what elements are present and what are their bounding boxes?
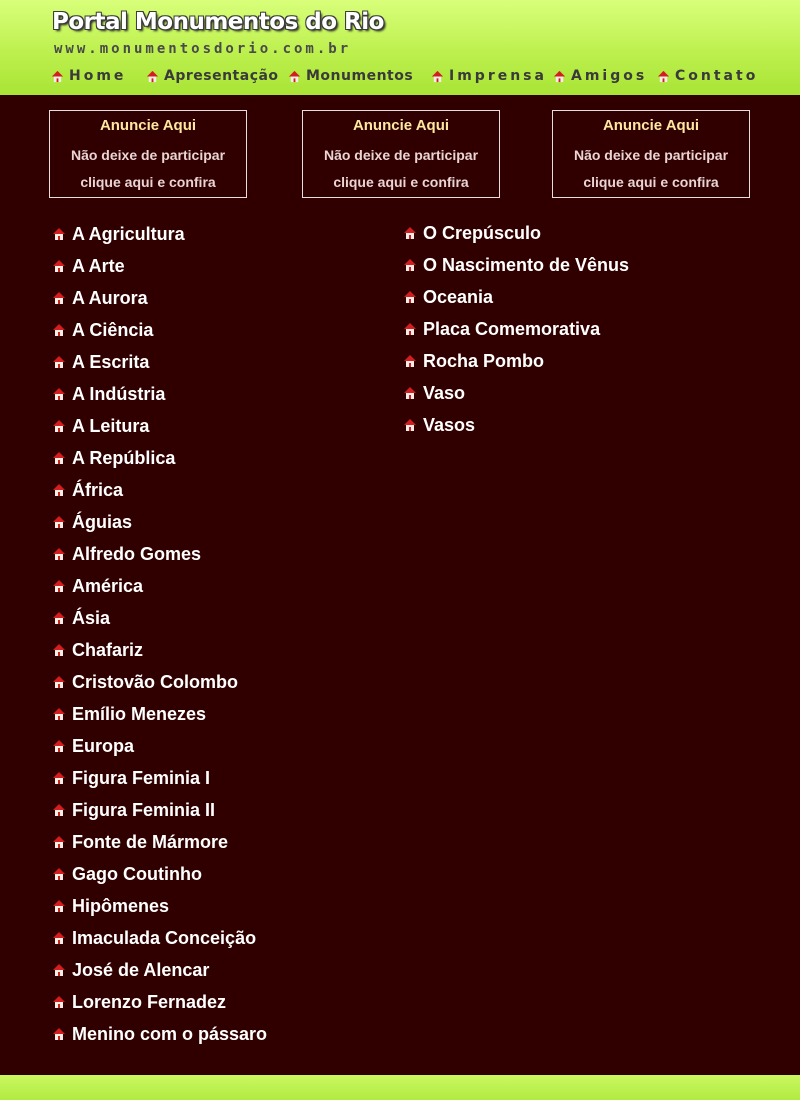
home-icon [146,70,159,83]
ad-line-1: Não deixe de participar [573,147,729,163]
monument-link[interactable] [52,346,267,378]
monument-label: Lorenzo Fernadez [72,991,227,1012]
monument-link[interactable] [52,666,267,698]
monument-link[interactable] [403,409,629,441]
home-icon [52,355,66,369]
home-icon [52,963,66,977]
monument-link[interactable] [403,281,629,313]
home-icon [51,70,64,83]
site-logo-title[interactable]: Portal Monumentos do Rio [52,9,384,35]
monument-link[interactable] [52,602,267,634]
monument-label: Imaculada Conceição [72,927,257,948]
home-icon [288,70,301,83]
home-icon [52,291,66,305]
monument-link[interactable] [403,345,629,377]
monument-label: Alfredo Gomes [72,543,202,564]
home-icon [403,226,417,240]
monument-link[interactable] [52,538,267,570]
home-icon [657,70,670,83]
monument-link[interactable] [52,314,267,346]
home-icon [52,227,66,241]
monument-link[interactable] [52,922,267,954]
monument-label: Rocha Pombo [423,350,545,371]
monument-label: O Nascimento de Vênus [423,254,630,275]
home-icon [403,258,417,272]
nav-label-home: Home [69,68,127,84]
monument-link[interactable] [52,378,267,410]
home-icon [52,739,66,753]
monument-label: O Crepúsculo [423,222,542,243]
ad-title: Anuncie Aqui [99,117,197,134]
home-icon [403,322,417,336]
home-icon [52,547,66,561]
monument-link[interactable] [52,954,267,986]
monument-link[interactable] [52,442,267,474]
monument-label: José de Alencar [72,959,210,980]
monument-link[interactable] [52,506,267,538]
ad-box-3[interactable] [552,110,750,198]
nav-item-apresentacao[interactable] [146,68,279,84]
monument-label: Emílio Menezes [72,703,207,724]
monument-link[interactable] [52,250,267,282]
monument-link[interactable] [52,698,267,730]
monument-label: A Agricultura [72,223,185,244]
ad-line-2: clique aqui e confira [583,174,719,190]
monument-link[interactable] [52,858,267,890]
monument-link[interactable] [52,730,267,762]
monument-label: Ásia [72,607,111,628]
ad-line-2: clique aqui e confira [80,174,216,190]
monument-label: Hipômenes [72,895,170,916]
home-icon [52,835,66,849]
home-icon [52,995,66,1009]
home-icon [52,707,66,721]
monument-link[interactable] [403,249,629,281]
monument-link[interactable] [403,377,629,409]
monument-link[interactable] [52,218,267,250]
home-icon [52,643,66,657]
home-icon [431,70,444,83]
monument-label: Chafariz [72,639,144,660]
monument-label: América [72,575,144,596]
nav-label-contato: Contato [675,68,759,84]
home-icon [52,579,66,593]
monument-link[interactable] [52,986,267,1018]
monument-label: Vasos [423,414,476,435]
monument-label: Placa Comemorativa [423,318,601,339]
monument-list-right [403,217,629,441]
home-icon [553,70,566,83]
monument-link[interactable] [52,890,267,922]
monument-label: Figura Feminia II [72,799,216,820]
ad-title: Anuncie Aqui [352,117,450,134]
home-icon [52,259,66,273]
monument-label: A República [72,447,176,468]
home-icon [403,386,417,400]
ad-line-1: Não deixe de participar [323,147,479,163]
ad-line-1: Não deixe de participar [70,147,226,163]
home-icon [52,323,66,337]
monument-label: A Arte [72,255,125,276]
monument-label: Águias [72,511,133,532]
ad-box-2[interactable] [302,110,500,198]
home-icon [403,290,417,304]
site-logo-url: www.monumentosdorio.com.br [54,41,352,57]
home-icon [52,803,66,817]
monument-label: A Aurora [72,287,148,308]
home-icon [52,483,66,497]
ad-line-2: clique aqui e confira [333,174,469,190]
home-icon [52,419,66,433]
nav-label-imprensa: Imprensa [449,68,547,84]
home-icon [52,387,66,401]
monument-label: A Escrita [72,351,150,372]
nav-item-imprensa[interactable] [431,68,547,84]
monument-link[interactable] [52,474,267,506]
home-icon [52,675,66,689]
nav-label-amigos: Amigos [571,68,648,84]
monument-link[interactable] [52,282,267,314]
home-icon [52,451,66,465]
ad-title: Anuncie Aqui [602,117,700,134]
nav-item-contato[interactable] [657,68,758,84]
nav-label-apresentacao: Apresentação [164,68,279,84]
monument-link[interactable] [52,1018,267,1050]
monument-link[interactable] [52,794,267,826]
home-icon [52,611,66,625]
monument-label: A Leitura [72,415,150,436]
main-nav [0,68,800,90]
nav-item-monumentos[interactable] [288,68,413,84]
monument-link[interactable] [52,410,267,442]
monument-label: Europa [72,735,135,756]
nav-item-amigos[interactable] [553,68,647,84]
home-icon [52,771,66,785]
monument-label: Cristovão Colombo [72,671,239,692]
home-icon [403,354,417,368]
home-icon [52,515,66,529]
home-icon [52,931,66,945]
site-header [0,0,800,95]
site-footer [0,1075,800,1100]
home-icon [52,867,66,881]
monument-list-left [52,218,267,1050]
home-icon [403,418,417,432]
monument-label: Menino com o pássaro [72,1023,268,1044]
monument-link[interactable] [52,634,267,666]
monument-link[interactable] [403,217,629,249]
home-icon [52,899,66,913]
monument-label: Vaso [423,382,466,403]
nav-item-home[interactable] [51,68,126,84]
home-icon [52,1027,66,1041]
monument-label: Fonte de Mármore [72,831,229,852]
monument-label: Oceania [423,286,494,307]
monument-label: Figura Feminia I [72,767,211,788]
nav-label-monumentos: Monumentos [306,68,414,84]
monument-label: África [72,479,124,500]
monument-label: A Indústria [72,383,166,404]
monument-link[interactable] [52,762,267,794]
monument-label: A Ciência [72,319,154,340]
monument-link[interactable] [52,826,267,858]
monument-link[interactable] [403,313,629,345]
monument-label: Gago Coutinho [72,863,202,884]
monument-link[interactable] [52,570,267,602]
ad-box-1[interactable] [49,110,247,198]
